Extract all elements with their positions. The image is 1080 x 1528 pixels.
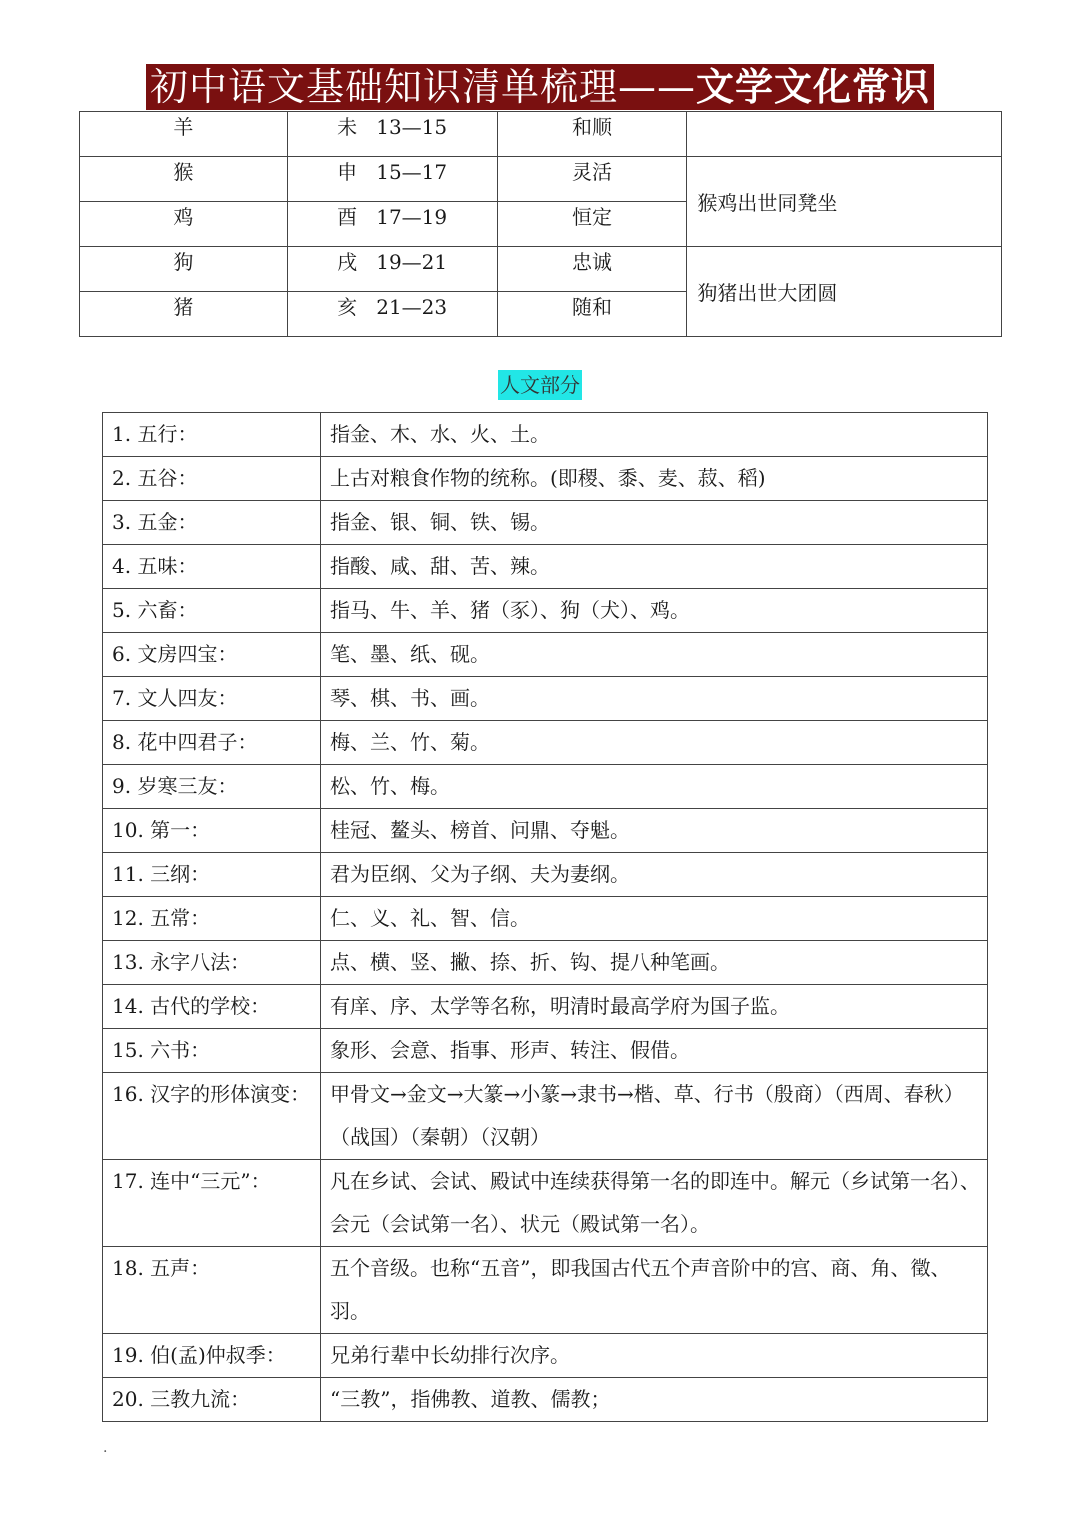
zodiac-animal: 猪 xyxy=(80,292,288,337)
zodiac-branch: 亥 xyxy=(337,295,358,319)
item-term: 10. 第一： xyxy=(103,809,321,853)
culture-table xyxy=(102,412,988,1422)
item-desc: 甲骨文→金文→大篆→小篆→隶书→楷、草、行书（殷商）（西周、春秋）（战国）（秦朝）（汉朝） xyxy=(321,1073,988,1160)
item-desc: 点、横、竖、撇、捺、折、钩、提八种笔画。 xyxy=(321,941,988,985)
table-row xyxy=(103,941,988,985)
table-row xyxy=(103,589,988,633)
item-term: 4. 五味： xyxy=(103,545,321,589)
item-term: 1. 五行： xyxy=(103,413,321,457)
zodiac-animal: 鸡 xyxy=(80,202,288,247)
item-desc: 桂冠、鳌头、榜首、问鼎、夺魁。 xyxy=(321,809,988,853)
zodiac-hours: 17—19 xyxy=(376,205,448,229)
item-term: 13. 永字八法： xyxy=(103,941,321,985)
item-term: 9. 岁寒三友： xyxy=(103,765,321,809)
item-desc: 指马、牛、羊、猪（豕）、狗（犬）、鸡。 xyxy=(321,589,988,633)
item-term: 8. 花中四君子： xyxy=(103,721,321,765)
table-row xyxy=(103,897,988,941)
zodiac-time xyxy=(287,157,497,202)
table-row xyxy=(103,633,988,677)
zodiac-branch: 戌 xyxy=(337,250,358,274)
zodiac-hours: 13—15 xyxy=(376,115,448,139)
zodiac-trait: 和顺 xyxy=(497,112,687,157)
item-term: 17. 连中“三元”： xyxy=(103,1160,321,1247)
item-desc: 指酸、咸、甜、苦、辣。 xyxy=(321,545,988,589)
item-term: 20. 三教九流： xyxy=(103,1378,321,1422)
table-row xyxy=(103,1160,988,1247)
item-desc: 琴、棋、书、画。 xyxy=(321,677,988,721)
table-row xyxy=(103,677,988,721)
item-desc: 上古对粮食作物的统称。(即稷、黍、麦、菽、稻) xyxy=(321,457,988,501)
item-desc: 凡在乡试、会试、殿试中连续获得第一名的即连中。解元（乡试第一名）、会元（会试第一名）、状元（殿试第一名）。 xyxy=(321,1160,988,1247)
table-row xyxy=(103,501,988,545)
section-header xyxy=(0,370,1080,400)
item-term: 16. 汉字的形体演变： xyxy=(103,1073,321,1160)
item-term: 5. 六畜： xyxy=(103,589,321,633)
item-term: 6. 文房四宝： xyxy=(103,633,321,677)
page-title xyxy=(146,64,934,110)
zodiac-trait: 恒定 xyxy=(497,202,687,247)
item-desc: “三教”，指佛教、道教、儒教； xyxy=(321,1378,988,1422)
zodiac-branch: 未 xyxy=(337,115,358,139)
table-row xyxy=(103,1029,988,1073)
zodiac-animal: 狗 xyxy=(80,247,288,292)
item-term: 2. 五谷： xyxy=(103,457,321,501)
table-row xyxy=(103,853,988,897)
table-row xyxy=(103,721,988,765)
table-row xyxy=(103,985,988,1029)
item-term: 7. 文人四友： xyxy=(103,677,321,721)
zodiac-hours: 19—21 xyxy=(376,250,448,274)
zodiac-rhyme: 狗猪出世大团圆 xyxy=(687,247,1002,337)
table-row xyxy=(103,1378,988,1422)
zodiac-hours: 15—17 xyxy=(376,160,448,184)
item-desc: 有庠、序、太学等名称，明清时最高学府为国子监。 xyxy=(321,985,988,1029)
footer-mark: . xyxy=(103,1440,108,1456)
item-desc: 五个音级。也称“五音”，即我国古代五个声音阶中的宫、商、角、徵、羽。 xyxy=(321,1247,988,1334)
table-row xyxy=(103,413,988,457)
zodiac-time xyxy=(287,112,497,157)
zodiac-time xyxy=(287,292,497,337)
item-desc: 梅、兰、竹、菊。 xyxy=(321,721,988,765)
table-row xyxy=(103,545,988,589)
zodiac-rhyme: 猴鸡出世同凳坐 xyxy=(687,157,1002,247)
table-row xyxy=(103,765,988,809)
zodiac-branch: 酉 xyxy=(337,205,358,229)
item-term: 19. 伯(孟)仲叔季： xyxy=(103,1334,321,1378)
table-row xyxy=(103,1334,988,1378)
zodiac-trait: 随和 xyxy=(497,292,687,337)
table-row xyxy=(80,157,1002,202)
table-row xyxy=(80,247,1002,292)
item-term: 15. 六书： xyxy=(103,1029,321,1073)
zodiac-trait: 灵活 xyxy=(497,157,687,202)
zodiac-hours: 21—23 xyxy=(376,295,448,319)
table-row xyxy=(103,457,988,501)
title-part2: 文学文化常识 xyxy=(696,65,931,109)
title-bar xyxy=(0,64,1080,110)
zodiac-animal: 羊 xyxy=(80,112,288,157)
item-term: 11. 三纲： xyxy=(103,853,321,897)
title-part1: 初中语文基础知识清单梳理—— xyxy=(149,65,696,109)
item-desc: 指金、木、水、火、土。 xyxy=(321,413,988,457)
zodiac-time xyxy=(287,247,497,292)
zodiac-animal: 猴 xyxy=(80,157,288,202)
table-row xyxy=(80,112,1002,157)
zodiac-table xyxy=(79,111,1002,337)
item-term: 12. 五常： xyxy=(103,897,321,941)
section-title: 人文部分 xyxy=(498,370,582,400)
item-desc: 松、竹、梅。 xyxy=(321,765,988,809)
item-term: 18. 五声： xyxy=(103,1247,321,1334)
item-desc: 笔、墨、纸、砚。 xyxy=(321,633,988,677)
zodiac-branch: 申 xyxy=(337,160,358,184)
zodiac-time xyxy=(287,202,497,247)
table-row xyxy=(103,1247,988,1334)
zodiac-trait: 忠诚 xyxy=(497,247,687,292)
item-term: 3. 五金： xyxy=(103,501,321,545)
item-desc: 兄弟行辈中长幼排行次序。 xyxy=(321,1334,988,1378)
item-desc: 象形、会意、指事、形声、转注、假借。 xyxy=(321,1029,988,1073)
item-desc: 仁、义、礼、智、信。 xyxy=(321,897,988,941)
item-term: 14. 古代的学校： xyxy=(103,985,321,1029)
table-row xyxy=(103,809,988,853)
table-row xyxy=(103,1073,988,1160)
zodiac-rhyme-empty xyxy=(687,112,1002,157)
item-desc: 君为臣纲、父为子纲、夫为妻纲。 xyxy=(321,853,988,897)
item-desc: 指金、银、铜、铁、锡。 xyxy=(321,501,988,545)
